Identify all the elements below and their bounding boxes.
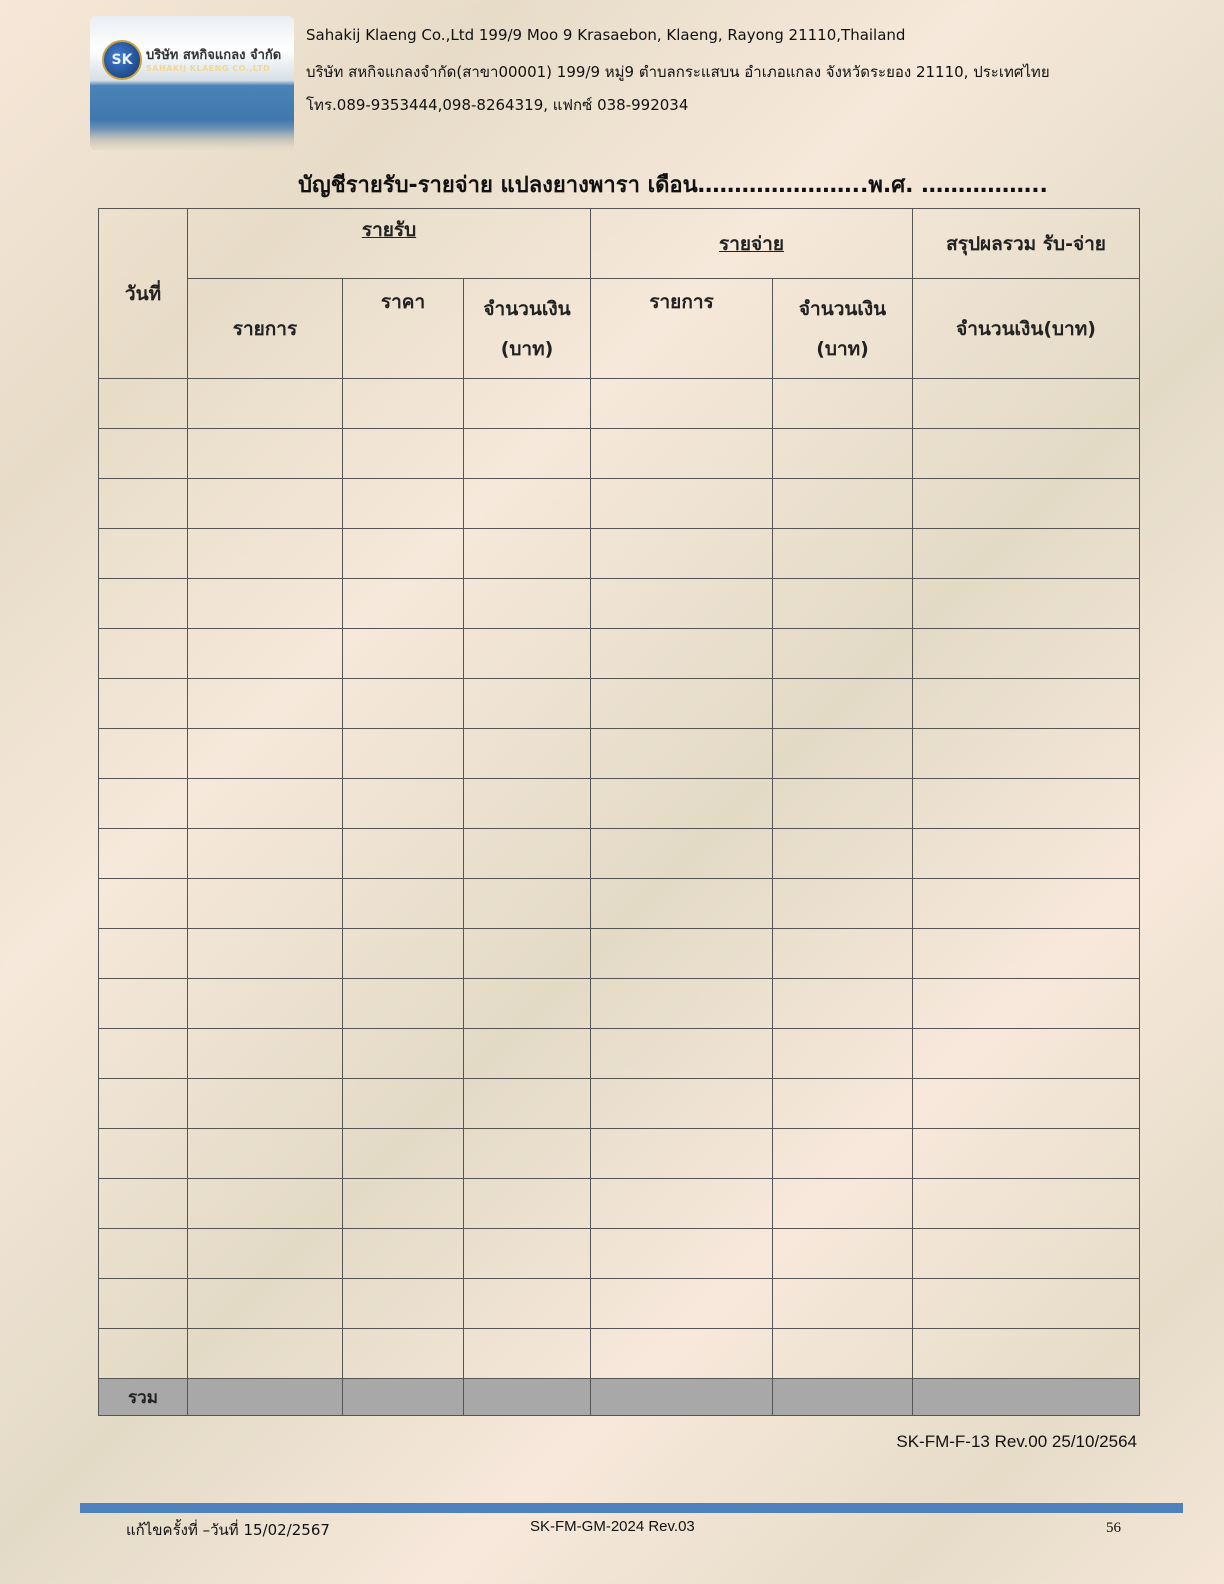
table-cell[interactable] xyxy=(99,1179,188,1229)
table-cell[interactable] xyxy=(343,729,464,779)
table-cell[interactable] xyxy=(188,929,343,979)
table-row xyxy=(99,829,1140,879)
table-cell[interactable] xyxy=(913,879,1140,929)
table-cell[interactable] xyxy=(343,529,464,579)
total-cell[interactable] xyxy=(464,1379,591,1416)
table-row xyxy=(99,529,1140,579)
table-cell[interactable] xyxy=(464,729,591,779)
table-cell[interactable] xyxy=(188,629,343,679)
table-cell[interactable] xyxy=(343,1079,464,1129)
table-cell[interactable] xyxy=(464,1229,591,1279)
table-cell[interactable] xyxy=(773,429,913,479)
expense-amount-line1: จำนวนเงิน xyxy=(798,297,887,320)
header-contact: โทร.089-9353444,098-8264319, แฟกซ์ 038-992034 xyxy=(306,96,689,114)
table-cell[interactable] xyxy=(99,579,188,629)
table-cell[interactable] xyxy=(591,1129,773,1179)
table-cell[interactable] xyxy=(464,929,591,979)
logo-reflection xyxy=(90,120,294,150)
table-cell[interactable] xyxy=(591,629,773,679)
table-cell[interactable] xyxy=(343,1179,464,1229)
table-cell[interactable] xyxy=(343,1129,464,1179)
table-cell[interactable] xyxy=(913,679,1140,729)
table-cell[interactable] xyxy=(773,1029,913,1079)
table-cell[interactable] xyxy=(188,579,343,629)
table-cell[interactable] xyxy=(188,1029,343,1079)
table-cell[interactable] xyxy=(464,779,591,829)
table-row xyxy=(99,379,1140,429)
table-cell[interactable] xyxy=(188,479,343,529)
table-row xyxy=(99,879,1140,929)
total-cell[interactable] xyxy=(773,1379,913,1416)
table-cell[interactable] xyxy=(464,1129,591,1179)
table-cell[interactable] xyxy=(591,729,773,779)
header-income-amount xyxy=(464,279,591,379)
expense-amount-line2: (บาท) xyxy=(816,337,869,360)
table-cell[interactable] xyxy=(188,979,343,1029)
header-address-thai: บริษัท สหกิจแกลงจำกัด(สาขา00001) 199/9 หมู่9 ตำบลกระแสบน อำเภอแกลง จังหวัดระยอง 21110, ประเทศไทย xyxy=(306,63,1050,81)
total-row xyxy=(99,1379,1140,1416)
table-cell[interactable] xyxy=(591,979,773,1029)
table-cell[interactable] xyxy=(773,879,913,929)
header-expense-item: รายการ xyxy=(591,279,773,379)
table-row xyxy=(99,779,1140,829)
table-row xyxy=(99,679,1140,729)
table-cell[interactable] xyxy=(343,879,464,929)
table-cell[interactable] xyxy=(913,1329,1140,1379)
table-cell[interactable] xyxy=(188,379,343,429)
total-cell[interactable] xyxy=(188,1379,343,1416)
table-row xyxy=(99,1229,1140,1279)
table-cell[interactable] xyxy=(99,829,188,879)
table-cell[interactable] xyxy=(591,379,773,429)
table-cell[interactable] xyxy=(591,879,773,929)
table-cell[interactable] xyxy=(99,1279,188,1329)
table-cell[interactable] xyxy=(99,879,188,929)
table-cell[interactable] xyxy=(99,379,188,429)
table-cell[interactable] xyxy=(99,1029,188,1079)
table-cell[interactable] xyxy=(591,479,773,529)
header-summary-group: สรุปผลรวม รับ-จ่าย xyxy=(913,209,1140,279)
total-cell[interactable] xyxy=(343,1379,464,1416)
table-cell[interactable] xyxy=(591,529,773,579)
table-cell[interactable] xyxy=(343,679,464,729)
table-row xyxy=(99,579,1140,629)
table-cell[interactable] xyxy=(464,1029,591,1079)
table-cell[interactable] xyxy=(913,1179,1140,1229)
table-cell[interactable] xyxy=(464,1179,591,1229)
table-cell[interactable] xyxy=(464,829,591,879)
table-cell[interactable] xyxy=(773,1129,913,1179)
logo-english-text: SAHAKIJ KLAENG CO.,LTD xyxy=(146,64,271,73)
table-cell[interactable] xyxy=(773,379,913,429)
table-cell[interactable] xyxy=(343,629,464,679)
table-row xyxy=(99,1129,1140,1179)
income-group-label: รายรับ xyxy=(361,219,417,241)
table-cell[interactable] xyxy=(99,479,188,529)
table-cell[interactable] xyxy=(99,1229,188,1279)
table-cell[interactable] xyxy=(99,1129,188,1179)
logo-badge: SK xyxy=(102,40,142,80)
table-cell[interactable] xyxy=(188,679,343,729)
ledger-table xyxy=(98,208,1140,1416)
table-cell[interactable] xyxy=(343,429,464,479)
table-cell[interactable] xyxy=(913,829,1140,879)
table-row xyxy=(99,479,1140,529)
header-income-item: รายการ xyxy=(188,279,343,379)
table-cell[interactable] xyxy=(773,979,913,1029)
table-cell[interactable] xyxy=(773,779,913,829)
table-cell[interactable] xyxy=(343,1029,464,1079)
table-cell[interactable] xyxy=(773,1229,913,1279)
header-summary-amount: จำนวนเงิน(บาท) xyxy=(913,279,1140,379)
table-cell[interactable] xyxy=(99,779,188,829)
table-cell[interactable] xyxy=(773,1079,913,1129)
total-label: รวม xyxy=(99,1379,188,1416)
table-cell[interactable] xyxy=(591,1179,773,1229)
table-cell[interactable] xyxy=(591,1229,773,1279)
document-title: บัญชีรายรับ-รายจ่าย แปลงยางพารา เดือน…………………..พ.ศ. …………….. xyxy=(298,173,1048,198)
table-cell[interactable] xyxy=(591,779,773,829)
form-code: SK-FM-F-13 Rev.00 25/10/2564 xyxy=(896,1432,1137,1451)
table-cell[interactable] xyxy=(773,729,913,779)
total-cell[interactable] xyxy=(913,1379,1140,1416)
header-expense-amount xyxy=(773,279,913,379)
ledger-body xyxy=(99,379,1140,1379)
table-row xyxy=(99,1179,1140,1229)
table-cell[interactable] xyxy=(913,1279,1140,1329)
table-cell[interactable] xyxy=(464,429,591,479)
table-cell[interactable] xyxy=(464,879,591,929)
table-cell[interactable] xyxy=(913,579,1140,629)
table-row xyxy=(99,429,1140,479)
income-amount-line2: (บาท) xyxy=(500,337,554,360)
table-cell[interactable] xyxy=(913,979,1140,1029)
table-cell[interactable] xyxy=(99,429,188,479)
table-row xyxy=(99,929,1140,979)
table-cell[interactable] xyxy=(343,379,464,429)
table-cell[interactable] xyxy=(188,1229,343,1279)
table-cell[interactable] xyxy=(188,829,343,879)
table-cell[interactable] xyxy=(464,479,591,529)
table-cell[interactable] xyxy=(343,1329,464,1379)
table-cell[interactable] xyxy=(188,429,343,479)
table-cell[interactable] xyxy=(773,1279,913,1329)
table-cell[interactable] xyxy=(99,679,188,729)
table-cell[interactable] xyxy=(591,679,773,729)
table-cell[interactable] xyxy=(591,1079,773,1129)
table-cell[interactable] xyxy=(913,379,1140,429)
table-cell[interactable] xyxy=(773,679,913,729)
table-cell[interactable] xyxy=(773,479,913,529)
page-number: 56 xyxy=(1106,1520,1121,1536)
table-row xyxy=(99,1329,1140,1379)
header-income-price: ราคา xyxy=(343,279,464,379)
table-row xyxy=(99,629,1140,679)
table-cell[interactable] xyxy=(343,1279,464,1329)
footer-bar xyxy=(80,1503,1183,1513)
table-cell[interactable] xyxy=(188,1279,343,1329)
table-cell[interactable] xyxy=(343,929,464,979)
header-address-english: Sahakij Klaeng Co.,Ltd 199/9 Moo 9 Krasaebon, Klaeng, Rayong 21110,Thailand xyxy=(306,26,906,44)
expense-group-label: รายจ่าย xyxy=(719,232,784,255)
header-expense-group xyxy=(591,209,913,279)
table-cell[interactable] xyxy=(343,1229,464,1279)
table-cell[interactable] xyxy=(343,829,464,879)
table-cell[interactable] xyxy=(913,1079,1140,1129)
table-cell[interactable] xyxy=(99,1079,188,1129)
table-cell[interactable] xyxy=(913,429,1140,479)
header-date: วันที่ xyxy=(99,209,188,379)
table-cell[interactable] xyxy=(464,529,591,579)
table-row xyxy=(99,1079,1140,1129)
header-income-group xyxy=(188,209,591,279)
table-cell[interactable] xyxy=(464,629,591,679)
table-cell[interactable] xyxy=(773,1179,913,1229)
table-cell[interactable] xyxy=(773,629,913,679)
table-cell[interactable] xyxy=(913,1029,1140,1079)
table-cell[interactable] xyxy=(464,379,591,429)
table-cell[interactable] xyxy=(591,929,773,979)
company-logo xyxy=(90,16,294,150)
table-cell[interactable] xyxy=(773,579,913,629)
table-row xyxy=(99,1279,1140,1329)
footer-revision: แก้ไขครั้งที่ –วันที่ 15/02/2567 xyxy=(126,1521,330,1539)
table-cell[interactable] xyxy=(464,579,591,629)
total-cell[interactable] xyxy=(591,1379,773,1416)
table-row xyxy=(99,979,1140,1029)
table-row xyxy=(99,729,1140,779)
table-cell[interactable] xyxy=(188,729,343,779)
table-cell[interactable] xyxy=(343,979,464,1029)
table-cell[interactable] xyxy=(464,1079,591,1129)
table-cell[interactable] xyxy=(591,829,773,879)
table-cell[interactable] xyxy=(188,879,343,929)
table-cell[interactable] xyxy=(343,579,464,629)
table-cell[interactable] xyxy=(343,779,464,829)
table-cell[interactable] xyxy=(188,779,343,829)
table-cell[interactable] xyxy=(913,1129,1140,1179)
table-cell[interactable] xyxy=(913,1229,1140,1279)
table-cell[interactable] xyxy=(99,929,188,979)
table-cell[interactable] xyxy=(188,529,343,579)
table-cell[interactable] xyxy=(591,1329,773,1379)
table-cell[interactable] xyxy=(913,779,1140,829)
table-cell[interactable] xyxy=(99,1329,188,1379)
table-cell[interactable] xyxy=(99,529,188,579)
income-amount-line1: จำนวนเงิน xyxy=(483,297,571,320)
table-row xyxy=(99,1029,1140,1079)
table-cell[interactable] xyxy=(913,479,1140,529)
table-cell[interactable] xyxy=(343,479,464,529)
table-cell[interactable] xyxy=(913,629,1140,679)
table-cell[interactable] xyxy=(464,979,591,1029)
table-cell[interactable] xyxy=(591,579,773,629)
table-cell[interactable] xyxy=(591,429,773,479)
table-cell[interactable] xyxy=(913,529,1140,579)
logo-thai-text: บริษัท สหกิจแกลง จำกัด xyxy=(146,48,282,63)
table-cell[interactable] xyxy=(773,529,913,579)
table-cell[interactable] xyxy=(99,629,188,679)
table-cell[interactable] xyxy=(188,1329,343,1379)
footer-doc-code: SK-FM-GM-2024 Rev.03 xyxy=(530,1518,695,1535)
table-cell[interactable] xyxy=(591,1029,773,1079)
table-cell[interactable] xyxy=(464,1279,591,1329)
table-cell[interactable] xyxy=(591,1279,773,1329)
table-cell[interactable] xyxy=(99,979,188,1029)
table-cell[interactable] xyxy=(188,1179,343,1229)
table-cell[interactable] xyxy=(99,729,188,779)
table-cell[interactable] xyxy=(773,1329,913,1379)
table-cell[interactable] xyxy=(464,1329,591,1379)
table-cell[interactable] xyxy=(913,929,1140,979)
table-cell[interactable] xyxy=(188,1079,343,1129)
table-cell[interactable] xyxy=(464,679,591,729)
table-cell[interactable] xyxy=(913,729,1140,779)
table-cell[interactable] xyxy=(773,929,913,979)
table-cell[interactable] xyxy=(188,1129,343,1179)
table-cell[interactable] xyxy=(773,829,913,879)
